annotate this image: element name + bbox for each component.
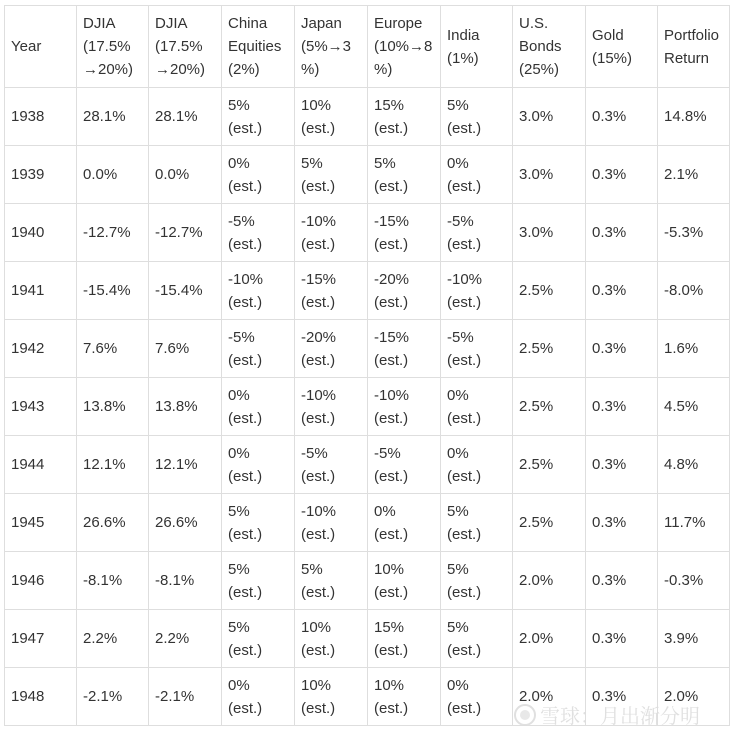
cell-gold: 0.3%	[586, 494, 658, 552]
cell-line: -5%	[301, 444, 328, 462]
cell-line: (est.)	[301, 293, 336, 311]
cell-line: -5%	[228, 328, 255, 346]
cell-line: 5%	[374, 154, 396, 172]
header-line: Europe	[374, 15, 423, 32]
header-line: Return	[664, 49, 710, 67]
cell-gold: 0.3%	[586, 146, 658, 204]
cell-japan	[295, 88, 368, 146]
cell-djia1: -15.4%	[77, 262, 149, 320]
cell-djia2: 26.6%	[149, 494, 222, 552]
header-line: Japan	[301, 15, 342, 32]
cell-line: (est.)	[301, 583, 336, 601]
cell-japan	[295, 146, 368, 204]
cell-year: 1947	[5, 610, 77, 668]
header-japan	[295, 6, 368, 88]
cell-line: 5%	[301, 154, 323, 172]
cell-portfolio: 3.9%	[658, 610, 730, 668]
header-line: Equities	[228, 38, 282, 55]
cell-gold: 0.3%	[586, 378, 658, 436]
cell-japan	[295, 552, 368, 610]
cell-us-bonds: 2.5%	[513, 378, 586, 436]
cell-line: 5%	[228, 96, 250, 114]
cell-india	[441, 378, 513, 436]
cell-line: 5%	[228, 502, 250, 520]
cell-line: -5%	[374, 444, 401, 462]
cell-line: (est.)	[447, 351, 482, 369]
cell-gold: 0.3%	[586, 668, 658, 726]
cell-line: (est.)	[447, 641, 482, 659]
cell-line: (est.)	[301, 409, 336, 427]
cell-year: 1939	[5, 146, 77, 204]
cell-line: -15%	[301, 270, 337, 288]
cell-line: 0%	[447, 444, 469, 462]
cell-line: 0%	[228, 444, 250, 462]
cell-gold: 0.3%	[586, 552, 658, 610]
cell-year: 1948	[5, 668, 77, 726]
header-djia-2	[149, 6, 222, 88]
cell-line: -10%	[228, 270, 264, 288]
header-line: %)	[374, 61, 393, 78]
cell-line: 5%	[447, 502, 469, 520]
header-line: Gold	[592, 26, 624, 44]
cell-line: 0%	[228, 676, 250, 694]
cell-china	[222, 88, 295, 146]
header-line: →20%)	[83, 61, 134, 78]
cell-gold: 0.3%	[586, 320, 658, 378]
cell-gold: 0.3%	[586, 204, 658, 262]
cell-europe	[368, 146, 441, 204]
header-year-line: Year	[11, 38, 42, 55]
table-row	[5, 146, 730, 204]
header-line: Portfolio	[664, 26, 720, 44]
table-row	[5, 262, 730, 320]
cell-line: -10%	[301, 502, 337, 520]
cell-europe	[368, 88, 441, 146]
header-line: (17.5%	[155, 38, 203, 55]
cell-portfolio: -8.0%	[658, 262, 730, 320]
cell-line: (est.)	[374, 525, 409, 543]
header-djia-1	[77, 6, 149, 88]
cell-gold: 0.3%	[586, 610, 658, 668]
cell-line: 10%	[374, 676, 405, 694]
header-line: India	[447, 26, 480, 44]
cell-line: (est.)	[301, 351, 336, 369]
cell-djia2: -2.1%	[149, 668, 222, 726]
cell-japan	[295, 668, 368, 726]
cell-india	[441, 146, 513, 204]
cell-portfolio: 2.1%	[658, 146, 730, 204]
cell-gold: 0.3%	[586, 88, 658, 146]
cell-line: (est.)	[228, 351, 263, 369]
cell-line: (est.)	[447, 409, 482, 427]
cell-line: -5%	[447, 328, 474, 346]
cell-line: (est.)	[301, 641, 336, 659]
cell-year: 1940	[5, 204, 77, 262]
cell-djia1: 26.6%	[77, 494, 149, 552]
cell-china	[222, 494, 295, 552]
header-year	[5, 6, 77, 88]
cell-line: (est.)	[374, 409, 409, 427]
header-line: %)	[301, 61, 320, 78]
cell-line: (est.)	[447, 583, 482, 601]
cell-china	[222, 378, 295, 436]
header-line: (17.5%	[83, 38, 131, 55]
table-row	[5, 494, 730, 552]
table-row	[5, 88, 730, 146]
cell-portfolio: 14.8%	[658, 88, 730, 146]
cell-china	[222, 436, 295, 494]
cell-line: (est.)	[228, 699, 263, 717]
table-row	[5, 610, 730, 668]
cell-year: 1945	[5, 494, 77, 552]
cell-line: (est.)	[301, 467, 336, 485]
cell-europe	[368, 668, 441, 726]
cell-djia2: 13.8%	[149, 378, 222, 436]
cell-line: (est.)	[447, 177, 482, 195]
cell-djia2: -8.1%	[149, 552, 222, 610]
cell-europe	[368, 204, 441, 262]
cell-india	[441, 320, 513, 378]
cell-line: 0%	[228, 154, 250, 172]
cell-line: (est.)	[374, 293, 409, 311]
header-india	[441, 6, 513, 88]
header-line: (2%)	[228, 61, 260, 78]
cell-us-bonds: 2.5%	[513, 436, 586, 494]
cell-year: 1941	[5, 262, 77, 320]
cell-line: (est.)	[374, 177, 409, 195]
snowball-logo-icon	[514, 704, 536, 726]
cell-year: 1942	[5, 320, 77, 378]
cell-us-bonds: 2.5%	[513, 320, 586, 378]
cell-djia2: -15.4%	[149, 262, 222, 320]
cell-line: (est.)	[228, 525, 263, 543]
cell-djia1: 28.1%	[77, 88, 149, 146]
cell-line: (est.)	[228, 177, 263, 195]
cell-india	[441, 262, 513, 320]
cell-line: -10%	[447, 270, 483, 288]
cell-djia1: 13.8%	[77, 378, 149, 436]
cell-gold: 0.3%	[586, 436, 658, 494]
cell-line: (est.)	[447, 235, 482, 253]
cell-line: (est.)	[228, 119, 263, 137]
cell-line: -10%	[301, 386, 337, 404]
cell-line: 5%	[447, 96, 469, 114]
cell-china	[222, 668, 295, 726]
cell-europe	[368, 378, 441, 436]
header-line: DJIA	[83, 15, 116, 32]
cell-line: 5%	[228, 560, 250, 578]
cell-line: (est.)	[228, 467, 263, 485]
header-europe	[368, 6, 441, 88]
cell-line: 0%	[374, 502, 396, 520]
cell-india	[441, 610, 513, 668]
cell-djia2: 0.0%	[149, 146, 222, 204]
cell-line: (est.)	[301, 525, 336, 543]
cell-line: -15%	[374, 328, 410, 346]
cell-djia2: 7.6%	[149, 320, 222, 378]
cell-gold: 0.3%	[586, 262, 658, 320]
cell-portfolio: -0.3%	[658, 552, 730, 610]
cell-line: -15%	[374, 212, 410, 230]
cell-line: (est.)	[228, 235, 263, 253]
cell-us-bonds: 2.0%	[513, 610, 586, 668]
header-line: (10%→8	[374, 38, 433, 55]
header-line: U.S.	[519, 15, 549, 32]
cell-year: 1944	[5, 436, 77, 494]
cell-line: 0%	[447, 154, 469, 172]
cell-us-bonds: 3.0%	[513, 204, 586, 262]
table-body	[5, 88, 730, 726]
cell-japan	[295, 262, 368, 320]
cell-line: (est.)	[301, 235, 336, 253]
returns-table	[4, 5, 730, 726]
cell-line: (est.)	[228, 583, 263, 601]
cell-line: (est.)	[301, 177, 336, 195]
cell-line: 5%	[447, 618, 469, 636]
cell-line: (est.)	[228, 641, 263, 659]
cell-line: 15%	[374, 618, 405, 636]
cell-europe	[368, 552, 441, 610]
cell-china	[222, 204, 295, 262]
cell-us-bonds: 2.0%	[513, 668, 586, 726]
header-portfolio-return	[658, 6, 730, 88]
cell-line: -5%	[447, 212, 474, 230]
cell-line: 5%	[447, 560, 469, 578]
cell-us-bonds: 3.0%	[513, 88, 586, 146]
cell-djia1: 12.1%	[77, 436, 149, 494]
cell-djia1: 7.6%	[77, 320, 149, 378]
cell-europe	[368, 610, 441, 668]
cell-line: 0%	[228, 386, 250, 404]
header-us-bonds	[513, 6, 586, 88]
cell-line: (est.)	[374, 235, 409, 253]
cell-djia1: -12.7%	[77, 204, 149, 262]
header-line: (15%)	[592, 49, 633, 67]
cell-japan	[295, 436, 368, 494]
cell-year: 1938	[5, 88, 77, 146]
cell-line: -10%	[374, 386, 410, 404]
cell-line: (est.)	[301, 119, 336, 137]
header-line: Bonds	[519, 38, 562, 55]
table-row	[5, 436, 730, 494]
cell-line: 15%	[374, 96, 405, 114]
cell-portfolio: 4.8%	[658, 436, 730, 494]
cell-line: -10%	[301, 212, 337, 230]
cell-japan	[295, 378, 368, 436]
table-row	[5, 378, 730, 436]
cell-year: 1946	[5, 552, 77, 610]
cell-line: (est.)	[447, 699, 482, 717]
header-line: DJIA	[155, 15, 188, 32]
cell-djia1: 2.2%	[77, 610, 149, 668]
cell-line: -5%	[228, 212, 255, 230]
cell-line: 5%	[228, 618, 250, 636]
cell-line: (est.)	[374, 351, 409, 369]
cell-line: (est.)	[374, 583, 409, 601]
watermark	[514, 700, 700, 729]
table-row	[5, 552, 730, 610]
cell-us-bonds: 2.5%	[513, 494, 586, 552]
cell-china	[222, 610, 295, 668]
cell-djia1: -8.1%	[77, 552, 149, 610]
cell-year: 1943	[5, 378, 77, 436]
table-row	[5, 204, 730, 262]
cell-line: 0%	[447, 386, 469, 404]
cell-line: (est.)	[228, 293, 263, 311]
cell-europe	[368, 436, 441, 494]
cell-europe	[368, 320, 441, 378]
cell-portfolio: 2.0%	[658, 668, 730, 726]
cell-india	[441, 88, 513, 146]
cell-line: 10%	[301, 676, 332, 694]
cell-japan	[295, 610, 368, 668]
cell-line: (est.)	[447, 119, 482, 137]
cell-line: (est.)	[374, 699, 409, 717]
cell-line: (est.)	[447, 293, 482, 311]
cell-djia2: 12.1%	[149, 436, 222, 494]
cell-india	[441, 204, 513, 262]
header-line: (5%→3	[301, 38, 352, 55]
cell-line: (est.)	[374, 467, 409, 485]
cell-line: 5%	[301, 560, 323, 578]
cell-us-bonds: 2.5%	[513, 262, 586, 320]
cell-japan	[295, 204, 368, 262]
cell-japan	[295, 320, 368, 378]
cell-india	[441, 436, 513, 494]
header-line: (25%)	[519, 61, 560, 78]
cell-line: (est.)	[447, 467, 482, 485]
cell-china	[222, 146, 295, 204]
cell-line: 10%	[374, 560, 405, 578]
cell-india	[441, 494, 513, 552]
cell-line: -20%	[301, 328, 337, 346]
cell-line: (est.)	[447, 525, 482, 543]
cell-line: (est.)	[374, 119, 409, 137]
cell-portfolio: 11.7%	[658, 494, 730, 552]
cell-japan	[295, 494, 368, 552]
cell-line: -20%	[374, 270, 410, 288]
cell-china	[222, 552, 295, 610]
cell-line: 10%	[301, 618, 332, 636]
cell-portfolio: 4.5%	[658, 378, 730, 436]
cell-line: 0%	[447, 676, 469, 694]
table-row	[5, 320, 730, 378]
cell-line: (est.)	[301, 699, 336, 717]
cell-line: (est.)	[228, 409, 263, 427]
cell-europe	[368, 494, 441, 552]
header-line: (1%)	[447, 49, 479, 67]
cell-india	[441, 552, 513, 610]
header-line: →20%)	[155, 61, 206, 78]
cell-djia1: -2.1%	[77, 668, 149, 726]
cell-india	[441, 668, 513, 726]
cell-portfolio: 1.6%	[658, 320, 730, 378]
header-gold	[586, 6, 658, 88]
cell-djia2: 28.1%	[149, 88, 222, 146]
header-line: China	[228, 15, 268, 32]
cell-us-bonds: 2.0%	[513, 552, 586, 610]
cell-europe	[368, 262, 441, 320]
cell-line: 10%	[301, 96, 332, 114]
cell-djia1: 0.0%	[77, 146, 149, 204]
cell-line: (est.)	[374, 641, 409, 659]
header-china-equities	[222, 6, 295, 88]
cell-djia2: 2.2%	[149, 610, 222, 668]
cell-portfolio: -5.3%	[658, 204, 730, 262]
cell-china	[222, 320, 295, 378]
cell-djia2: -12.7%	[149, 204, 222, 262]
watermark-text: 雪球：月出渐分明	[540, 706, 700, 728]
cell-china	[222, 262, 295, 320]
header-row	[5, 6, 730, 88]
cell-us-bonds: 3.0%	[513, 146, 586, 204]
